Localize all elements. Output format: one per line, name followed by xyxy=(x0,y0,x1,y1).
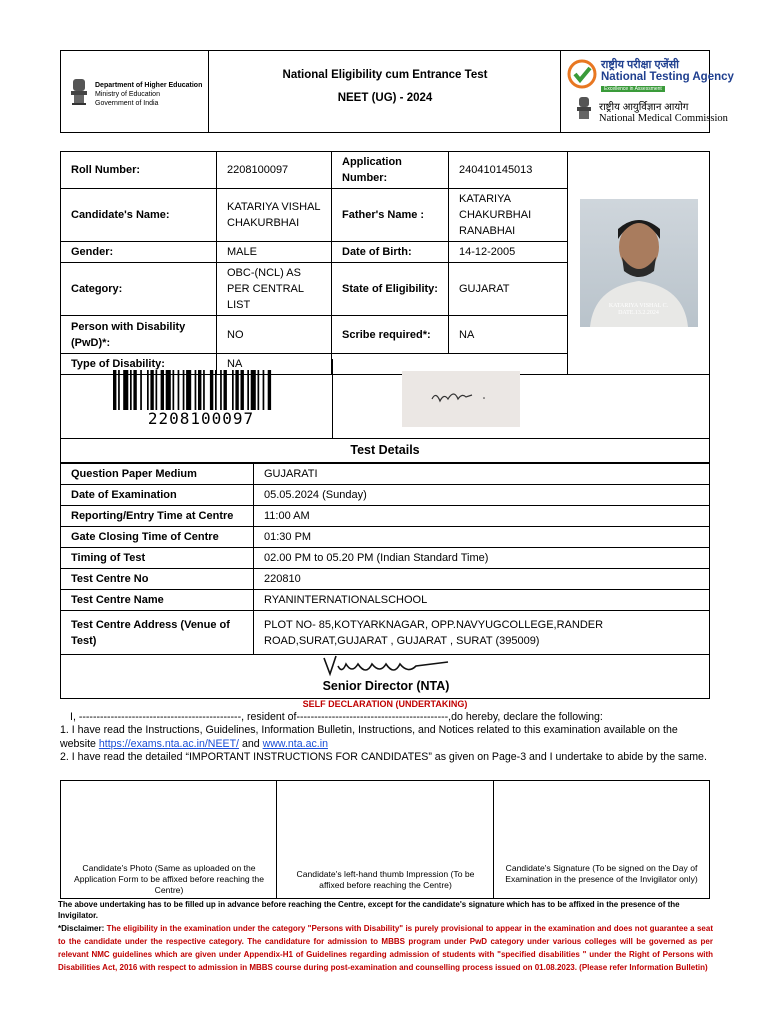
disability-label: Type of Disability: xyxy=(61,354,217,375)
test-detail-row xyxy=(61,611,710,655)
signature-box xyxy=(494,781,709,898)
thumb-box-caption: Candidate's left-hand thumb Impression (To be affixed before reaching the Centre) xyxy=(296,869,475,890)
emblem-icon xyxy=(69,77,89,107)
application-value: 240410145013 xyxy=(449,152,568,189)
nta-logo-icon xyxy=(567,59,597,89)
photo-caption-date: DATE.13.2.2024 xyxy=(618,310,659,316)
exam-title-block xyxy=(209,51,561,132)
candidate-details-table xyxy=(60,151,710,375)
test-detail-label: Gate Closing Time of Centre xyxy=(61,527,254,548)
ministry-block xyxy=(61,51,209,132)
name-value: KATARIYA VISHAL CHAKURBHAI xyxy=(217,189,332,242)
test-detail-row xyxy=(61,506,710,527)
name-label: Candidate's Name: xyxy=(61,189,217,242)
candidate-signature-image xyxy=(402,371,520,427)
director-title: Senior Director (NTA) xyxy=(322,679,450,693)
test-detail-value: 02.00 PM to 05.20 PM (Indian Standard Time) xyxy=(254,548,710,569)
test-detail-row xyxy=(61,464,710,485)
director-signature-block xyxy=(60,649,710,699)
test-detail-label: Question Paper Medium xyxy=(61,464,254,485)
category-label: Category: xyxy=(61,263,217,316)
state-value: GUJARAT xyxy=(449,263,568,316)
declaration-heading: SELF DECLARATION (UNDERTAKING) xyxy=(302,699,468,709)
pwd-label: Person with Disability (PwD)*: xyxy=(61,316,217,354)
test-detail-label: Test Centre Address (Venue of Test) xyxy=(61,611,254,655)
disclaimer-label: *Disclaimer: xyxy=(58,924,105,933)
roll-label: Roll Number: xyxy=(61,152,217,189)
nmc-hindi-name: राष्ट्रीय आयुर्विज्ञान आयोग xyxy=(599,102,689,113)
signature-box-caption: Candidate's Signature (To be signed on the Day of Examination in the presence of the Invigilator only) xyxy=(505,863,698,884)
nmc-name: National Medical Commission xyxy=(599,113,728,124)
pwd-value: NO xyxy=(217,316,332,354)
test-detail-label: Test Centre No xyxy=(61,569,254,590)
disclaimer xyxy=(58,922,713,974)
dept-name: Department of Higher Education xyxy=(95,82,203,89)
agency-logos xyxy=(561,51,734,132)
application-label: Application Number: xyxy=(332,152,449,189)
test-detail-row xyxy=(61,569,710,590)
nta-website-link[interactable]: www.nta.ac.in xyxy=(262,737,328,750)
and-text: and xyxy=(241,737,260,750)
scribe-label: Scribe required*: xyxy=(332,316,449,354)
affix-boxes xyxy=(60,780,710,899)
state-label: State of Eligibility: xyxy=(332,263,449,316)
disability-value: NA xyxy=(217,354,332,375)
father-value: KATARIYA CHAKURBHAI RANABHAI xyxy=(449,189,568,242)
photo-box xyxy=(61,781,277,898)
nta-name: National Testing Agency xyxy=(601,71,734,83)
photo-box-caption: Candidate's Photo (Same as uploaded on the Application Form to be affixed before reaching the Centre) xyxy=(74,863,264,895)
candidate-photo-cell xyxy=(568,152,710,375)
test-detail-value: GUJARATI xyxy=(254,464,710,485)
barcode xyxy=(113,370,289,410)
test-details-heading: Test Details xyxy=(60,438,710,463)
test-details-table xyxy=(60,463,710,655)
declaration-line: I, ----------------------------------------------, resident of-------------------------------------------,do hereby, declare the following: xyxy=(70,711,603,723)
nta-tagline: Excellence in Assessment xyxy=(601,86,665,92)
government-name: Government of India xyxy=(95,100,159,107)
disclaimer-text: The eligibility in the examination under the category "Persons with Disability" is purely provisional to appear in the examination and does not guarantee a seat to the candidate under the respective category. The candidature for admission to MBBS program under PwD category under various colleges will be governed as per relevant NMC guidelines which are given under Appendix-H1 of Guidelines regarding admission of students with "specified disabilities " under the Right of Persons with Disabilities Act, 2016 with respect to admission in MBBS course during post-examination and counselling process issued on 01.08.2023. (Please refer Information Bulletin) xyxy=(58,924,713,972)
test-detail-label: Date of Examination xyxy=(61,485,254,506)
director-signature-image xyxy=(316,652,456,680)
test-detail-row xyxy=(61,548,710,569)
admit-card-header xyxy=(60,50,734,133)
category-value: OBC-(NCL) AS PER CENTRAL LIST xyxy=(217,263,332,316)
nta-hindi-name: राष्ट्रीय परीक्षा एजेंसी xyxy=(601,59,679,71)
gender-label: Gender: xyxy=(61,242,217,263)
test-detail-row xyxy=(61,485,710,506)
dob-label: Date of Birth: xyxy=(332,242,449,263)
barcode-cell xyxy=(60,359,333,439)
test-detail-value: 220810 xyxy=(254,569,710,590)
test-detail-label: Test Centre Name xyxy=(61,590,254,611)
candidate-photo xyxy=(580,199,698,327)
exam-subtitle: NEET (UG) - 2024 xyxy=(337,92,433,104)
gender-value: MALE xyxy=(217,242,332,263)
photo-caption-name: KATARIYA VISHAL C. xyxy=(608,303,669,309)
declaration-point-2: 2. I have read the detailed “IMPORTANT INSTRUCTIONS FOR CANDIDATES” as given on Page-3 and I undertake to abide by the same. xyxy=(60,751,707,764)
thumb-box xyxy=(277,781,494,898)
ministry-name: Ministry of Education xyxy=(95,91,160,98)
test-detail-value: 01:30 PM xyxy=(254,527,710,548)
declaration-point-1-text: 1. I have read the Instructions, Guidelines, Information Bulletin, Instructions, and Notices related to this examination available on the website xyxy=(60,724,678,750)
test-detail-value: RYANINTERNATIONALSCHOOL xyxy=(254,590,710,611)
test-detail-value: PLOT NO- 85,KOTYARKNAGAR, OPP.NAVYUGCOLLEGE,RANDER ROAD,SURAT,GUJARAT , GUJARAT , SURAT (395009) xyxy=(254,611,710,655)
candidate-signature-cell xyxy=(332,359,710,439)
test-detail-value: 11:00 AM xyxy=(254,506,710,527)
test-detail-row xyxy=(61,527,710,548)
nmc-logo-icon xyxy=(575,95,593,123)
test-detail-label: Timing of Test xyxy=(61,548,254,569)
dob-value: 14-12-2005 xyxy=(449,242,568,263)
test-detail-row xyxy=(61,590,710,611)
declaration-point-1 xyxy=(60,724,715,751)
undertaking-note: The above undertaking has to be filled up in advance before reaching the Centre, except for the candidate's signature which has to be affixed in the presence of the Invigilator. xyxy=(58,900,680,920)
nta-neet-link[interactable]: https://exams.nta.ac.in/NEET/ xyxy=(98,737,240,750)
scribe-value: NA xyxy=(449,316,568,354)
barcode-number: 2208100097 xyxy=(147,409,255,428)
declaration-text xyxy=(60,711,715,765)
exam-title: National Eligibility cum Entrance Test xyxy=(282,69,488,81)
roll-value: 2208100097 xyxy=(217,152,332,189)
father-label: Father's Name : xyxy=(332,189,449,242)
test-detail-value: 05.05.2024 (Sunday) xyxy=(254,485,710,506)
test-detail-label: Reporting/Entry Time at Centre xyxy=(61,506,254,527)
